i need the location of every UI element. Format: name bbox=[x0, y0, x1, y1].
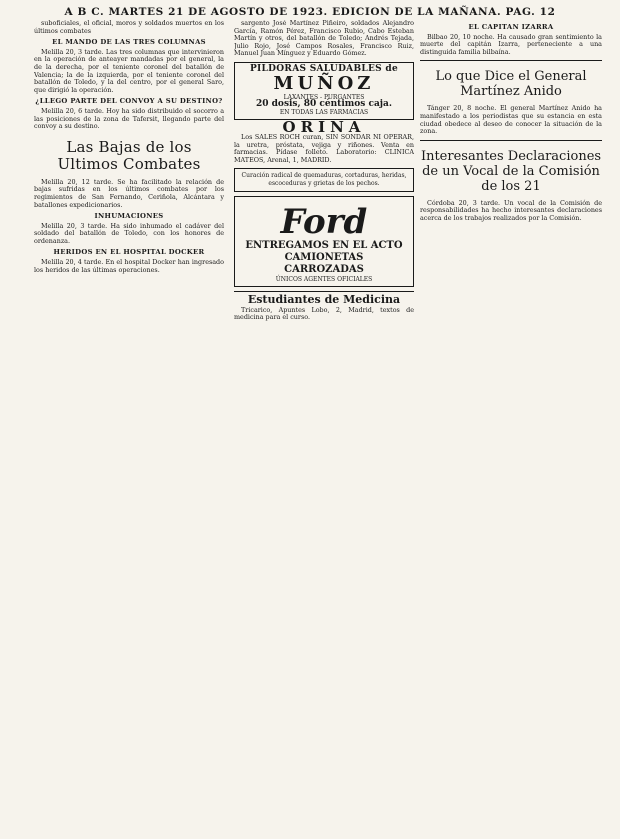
ad-curacion bbox=[234, 168, 414, 191]
subheading-capitan: EL CAPITAN IZARRA bbox=[468, 23, 554, 31]
ad-ford bbox=[234, 196, 414, 288]
ford-line1: ENTREGAMOS EN EL ACTO bbox=[245, 239, 403, 251]
divider bbox=[420, 60, 602, 61]
article-convoy: Melilla 20, 6 tarde. Hoy ha sido distribuido el socorro a las posiciones de la zona de Tafersit, llegando parte del convoy a su destino. bbox=[34, 106, 224, 131]
headline-anido: Lo que Dice el General Martínez Anido bbox=[435, 69, 587, 100]
column-center bbox=[234, 20, 414, 832]
divider bbox=[420, 140, 602, 141]
ad-pildoras-where: EN TODAS LAS FARMACIAS bbox=[279, 108, 369, 116]
divider bbox=[234, 291, 414, 292]
ad-orina-text: Los SALES ROCH curan, SIN SONDAR NI OPERAR, la uretra, próstata, vejiga y riñones. Venta en farmacias. Pídase folleto. Laboratorio: CLINICA MATEOS, Arenal, 1, MADRID. bbox=[234, 132, 414, 164]
ad-pildoras-sub: LAXANTES - PURGANTES bbox=[283, 93, 365, 101]
article-intro: suboficiales, el oficial, moros y soldados muertos en los últimos combates bbox=[34, 20, 224, 35]
column-right bbox=[420, 20, 602, 832]
subheading-inhumaciones: INHUMACIONES bbox=[94, 212, 164, 221]
article-vocal: Córdoba 20, 3 tarde. Un vocal de la Comisión de responsabilidades ha hecho interesantes declaraciones acerca de los trabajos realizados por la Comisión. bbox=[420, 198, 602, 222]
ad-curacion-text: Curación radical de quemaduras, cortaduras, heridas, escoceduras y grietas de los pechos. bbox=[241, 172, 407, 187]
ad-pildoras-title: PILDORAS SALUDABLES de bbox=[249, 63, 399, 74]
subheading-mando: EL MANDO DE LAS TRES COLUMNAS bbox=[52, 38, 206, 47]
article-capitan: Bilbao 20, 10 noche. Ha causado gran sentimiento la muerte del capitán Izarra, perteneciente a una distinguida familia bilbaína. bbox=[420, 32, 602, 56]
ad-pildoras-munoz bbox=[234, 62, 414, 120]
article-list: sargento José Martínez Piñeiro, soldados Alejandro García, Ramón Pérez, Francisco Rubio, Cabo Esteban Martín y otros, del batallón de Toledo; Andrés Tejada, Julio Rojo, José Campos Rosales, Francisco Ruiz, Manuel Juan Mínguez y Eduardo Gómez. bbox=[234, 20, 414, 58]
article-inhumaciones: Melilla 20, 3 tarde. Ha sido inhumado el cadáver del soldado del batallón de Toledo, con los honores de ordenanza. bbox=[34, 221, 224, 245]
article-anido: Tánger 20, 8 noche. El general Martínez Anido ha manifestado a los periodistas que su estancia en esta ciudad obedece al deseo de conocer la situación de la zona. bbox=[420, 104, 602, 136]
article-heridos: Melilla 20, 4 tarde. En el hospital Docker han ingresado los heridos de las últimas operaciones. bbox=[34, 258, 224, 274]
page-header: A B C. MARTES 21 DE AGOSTO DE 1923. EDICION DE LA MAÑANA. PAG. 12 bbox=[64, 6, 556, 18]
ad-orina-title: ORINA bbox=[282, 118, 366, 137]
article-estudiantes: Tricarico, Apuntes Lobo, 2, Madrid, textos de medicina para el curso. bbox=[234, 305, 414, 322]
ford-agents: ÚNICOS AGENTES OFICIALES bbox=[275, 275, 373, 283]
headline-bajas: Las Bajas de los Ultimos Combates bbox=[57, 137, 201, 173]
headline-estudiantes: Estudiantes de Medicina bbox=[247, 293, 401, 307]
subheading-convoy: ¿LLEGO PARTE DEL CONVOY A SU DESTINO? bbox=[35, 97, 223, 106]
ford-line3: CARROZADAS bbox=[284, 263, 364, 275]
ad-pildoras-price: 20 dosis, 80 céntimos caja. bbox=[255, 99, 392, 110]
ad-pildoras-brand: MUÑOZ bbox=[273, 72, 375, 94]
subheading-heridos: HERIDOS EN EL HOSPITAL DOCKER bbox=[53, 248, 205, 257]
ford-line2: CAMIONETAS bbox=[284, 251, 364, 263]
headline-vocal: Interesantes Declaraciones de un Vocal de la Comisión de los 21 bbox=[420, 148, 602, 194]
article-bajas: Melilla 20, 12 tarde. Se ha facilitado la relación de bajas sufridas en los últimos combates por los regimientos de San Fernando, Ceriñola, Alcántara y batallones expedicionarios. bbox=[34, 177, 224, 209]
ford-logo: Ford bbox=[280, 201, 368, 242]
column-left bbox=[34, 20, 224, 832]
article-mando: Melilla 20, 3 tarde. Las tres columnas que intervinieron en la operación de anteayer mandadas por el general, la de la derecha, por el teniente coronel del batallón de Valencia; la de la izquierda, por el teniente coronel del batallón de Toledo, y la del centro, por el general Saro, que dirigió la operación. bbox=[34, 47, 224, 94]
